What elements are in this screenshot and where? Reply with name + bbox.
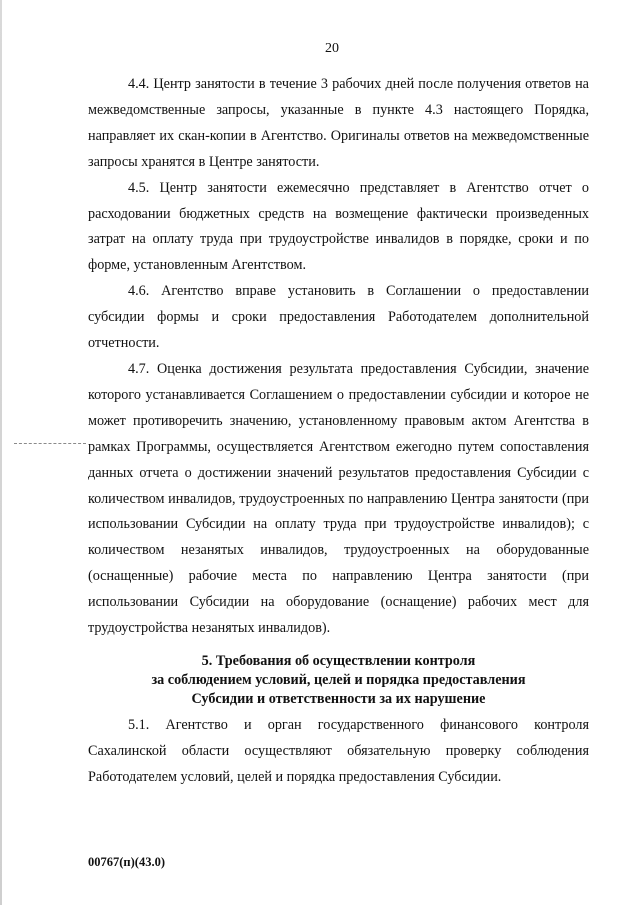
section-heading (88, 652, 589, 709)
section-heading-line-1: 5. Требования об осуществлении контроля (201, 652, 476, 669)
document-code: 00767(п)(43.0) (88, 855, 165, 869)
section-heading-line-2: за соблюдением условий, целей и порядка предоставления (151, 671, 526, 688)
paragraph-5-1: 5.1. Агентство и орган государственного финансового контроля Сахалинской области осуществляют обязательную проверку соблюдения Работодателем условий, целей и порядка предоставления Субсидии. (88, 716, 589, 785)
scan-mark (14, 443, 86, 444)
paragraph-4-5: 4.5. Центр занятости ежемесячно представляет в Агентство отчет о расходовании бюджетных средств на возмещение фактически произведенных затрат на оплату труда при трудоустройстве инвалидов в порядке, сроки и по форме, установленным Агентством. (88, 179, 589, 274)
section-heading-line-3: Субсидии и ответственности за их нарушение (191, 690, 486, 707)
scan-edge (0, 0, 2, 905)
paragraph-4-4: 4.4. Центр занятости в течение 3 рабочих дней после получения ответов на межведомственные запросы, указанные в пункте 4.3 настоящего Порядка, направляет их скан-копии в Агентство. Оригиналы ответов на межведомственные запросы хранятся в Центре занятости. (88, 76, 589, 170)
paragraph-4-6: 4.6. Агентство вправе установить в Соглашении о предоставлении субсидии формы и сроки предоставления Работодателем дополнительной отчетности. (88, 283, 589, 352)
page-number: 20 (325, 41, 339, 56)
document-body (88, 72, 589, 791)
paragraph-4-7: 4.7. Оценка достижения результата предоставления Субсидии, значение которого устанавливается Соглашением о предоставлении субсидии и которое не может противоречить значению, установленному правовым актом Агентства в рамках Программы, осуществляется Агентством ежегодно путем сопоставления данных отчета о достижении значений результатов предоставления Субсидии с количеством инвалидов, трудоустроенных по направлению Центра занятости (при использовании Субсидии на оплату труда при трудоустройстве инвалидов); с количеством незанятых инвалидов, трудоустроенных на оборудованные (оснащенные) рабочие места по направлению Центра занятости (при использовании Субсидии на оборудование (оснащение) рабочих мест для трудоустройства незанятых инвалидов). (88, 360, 589, 637)
